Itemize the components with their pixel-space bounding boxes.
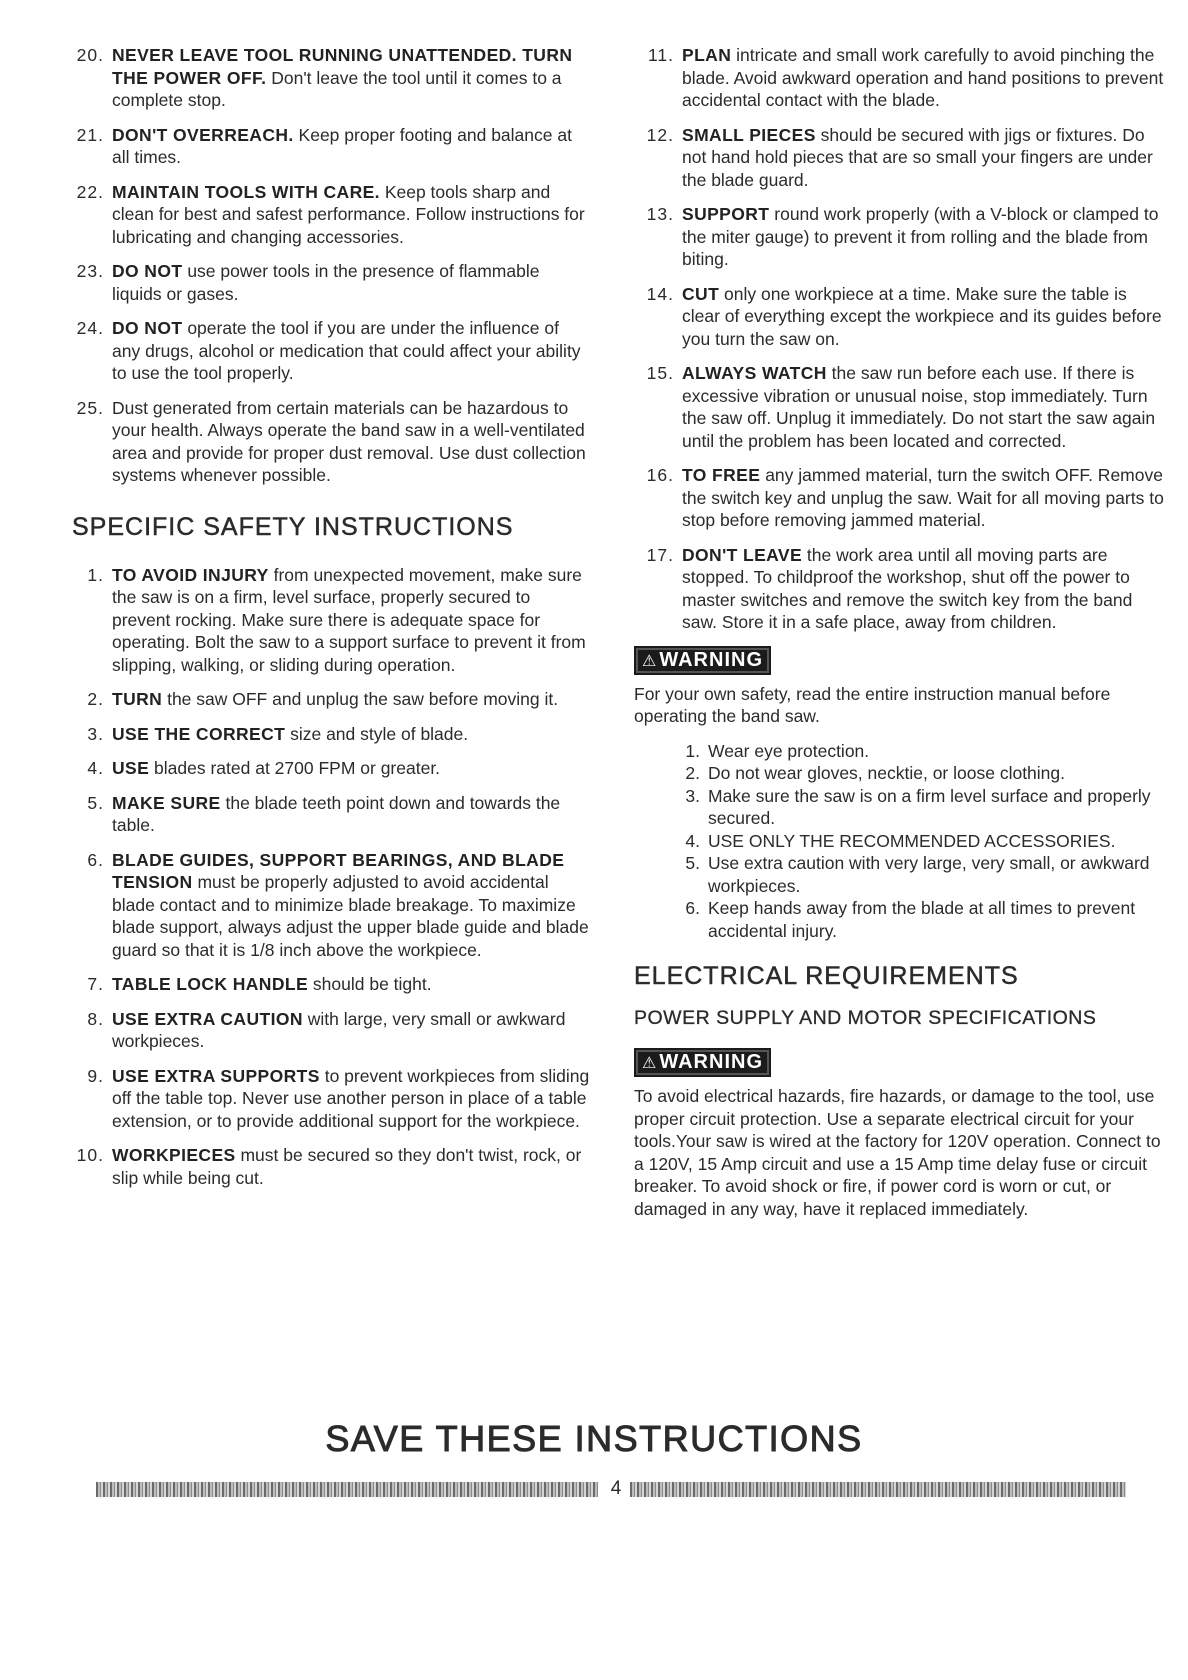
item-lead: SMALL PIECES [682, 124, 816, 145]
warning-list-item [634, 897, 1164, 942]
warning-text: For your own safety, read the entire instruction manual before operating the band saw. [634, 683, 1111, 726]
item-text [112, 973, 592, 996]
item-text [112, 564, 592, 677]
item-body: with large, very small or awkward workpieces. [112, 1008, 566, 1051]
item-body: from unexpected movement, make sure the saw is on a firm, level surface, properly secured to prevent rocking. Make sure there is adequate space for operating. Bolt the saw to a support surface to prevent it from slipping, walking, or sliding during operation. [112, 564, 586, 675]
list-item [634, 44, 1164, 112]
list-item [72, 723, 592, 746]
item-body: any jammed material, turn the switch OFF. Remove the switch key and unplug the saw. Wait for all moving parts to stop before removing jammed material. [682, 465, 1164, 530]
general-safety-list [72, 44, 592, 487]
item-text [682, 124, 1164, 192]
item-text [112, 757, 592, 780]
item-number: 20. [76, 45, 104, 65]
left-column [72, 44, 592, 1201]
item-lead: CUT [682, 283, 720, 304]
item-body: blades rated at 2700 FPM or greater. [149, 758, 441, 778]
warning-item-text: Make sure the saw is on a firm level surface and properly secured. [708, 785, 1151, 828]
list-item [634, 203, 1164, 271]
item-number: 17. [646, 544, 674, 565]
item-lead: SUPPORT [682, 204, 770, 224]
item-lead: BLADE GUIDES, SUPPORT BEARINGS, AND BLADE TENSION [112, 849, 565, 892]
item-number: 1. [87, 564, 104, 585]
warning-list-item [634, 740, 1164, 763]
item-body: size and style of blade. [285, 723, 469, 744]
item-lead: TO AVOID INJURY [112, 564, 269, 585]
electrical-requirements-heading: ELECTRICAL REQUIREMENTS [634, 962, 1019, 990]
list-item [72, 688, 592, 711]
specific-safety-list-continued [634, 44, 1164, 634]
item-lead: MAKE SURE [112, 792, 221, 813]
item-body: must be properly adjusted to avoid accidental blade contact and to minimize blade breakage. To maximize blade support, always adjust the upper blade guide and blade guard so that it is 1/8 inch above the workpiece. [112, 872, 589, 960]
item-body: Dust generated from certain materials can be hazardous to your health. Always operate the band saw in a well-ventilated area and provide for proper dust removal. Use dust collection systems whenever possible. [112, 397, 586, 485]
item-body: Keep tools sharp and clean for best and safest performance. Follow instructions for lubricating and changing accessories. [112, 181, 585, 247]
item-text [682, 44, 1164, 112]
warning-item-number: 1. [685, 740, 700, 761]
electrical-warning-text: To avoid electrical hazards, fire hazards, or damage to the tool, use proper circuit protection. Use a separate electrical circuit for your tools.Your saw is wired at the factory for 120V operation. Connect to a 120V, 15 Amp circuit and use a 15 Amp time delay fuse or circuit breaker. To avoid shock or fire, if power cord is worn or cut, or damaged in any way, have it replaced immediately. [634, 1086, 1161, 1219]
item-number: 7. [87, 974, 104, 994]
item-body: only one workpiece at a time. Make sure the table is clear of everything except the workpiece and its guides before you turn the saw on. [682, 283, 1162, 349]
list-item [634, 362, 1164, 452]
item-lead: PLAN [682, 45, 732, 65]
list-item [72, 124, 592, 169]
warning-item-text: Use extra caution with very large, very small, or awkward workpieces. [708, 853, 1150, 896]
item-lead: DO NOT [112, 261, 183, 281]
item-body: round work properly (with a V-block or clamped to the miter gauge) to prevent it from rolling and the blade from biting. [682, 204, 1159, 269]
warning-item-number: 5. [685, 853, 700, 873]
warning-list [634, 740, 1164, 943]
item-body: the saw run before each use. If there is excessive vibration or unusual noise, stop immediately. Turn the saw off. Unplug it immediately. Do not start the saw again until the problem has been located and corrected. [682, 363, 1156, 451]
list-item [72, 1008, 592, 1053]
item-lead: TO FREE [682, 465, 761, 485]
item-body: use power tools in the presence of flammable liquids or gases. [112, 261, 540, 304]
power-supply-heading: POWER SUPPLY AND MOTOR SPECIFICATIONS [634, 1007, 1097, 1029]
warning-item-number: 2. [685, 763, 700, 783]
specific-safety-heading: SPECIFIC SAFETY INSTRUCTIONS [72, 512, 514, 541]
item-number: 5. [87, 792, 104, 813]
list-item [72, 1065, 592, 1133]
item-number: 10. [76, 1145, 104, 1165]
warning-item-text: USE ONLY THE RECOMMENDED ACCESSORIES. [708, 830, 1116, 851]
save-instructions-title: SAVE THESE INSTRUCTIONS [325, 1418, 863, 1459]
list-item [634, 544, 1164, 634]
item-body: Don't leave the tool until it comes to a complete stop. [112, 67, 562, 110]
warning-list-item [634, 785, 1164, 830]
item-number: 21. [76, 124, 104, 145]
item-number: 15. [646, 363, 674, 383]
list-item [634, 283, 1164, 351]
item-lead: WORKPIECES [112, 1145, 236, 1165]
item-body: the saw OFF and unplug the saw before moving it. [162, 689, 559, 709]
item-text [682, 544, 1164, 634]
warning-item-text: Do not wear gloves, necktie, or loose clothing. [708, 763, 1065, 783]
item-number: 23. [76, 261, 104, 281]
warning-triangle-icon: ⚠ [642, 652, 658, 670]
list-item [72, 757, 592, 780]
list-item [72, 317, 592, 385]
item-body: operate the tool if you are under the influence of any drugs, alcohol or medication that could affect your ability to use the tool properly. [112, 318, 581, 383]
list-item [72, 564, 592, 677]
item-number: 6. [87, 849, 104, 870]
item-text [112, 1144, 592, 1189]
item-lead: DON'T OVERREACH. [112, 124, 294, 145]
item-text [682, 283, 1164, 351]
warning-box-general [634, 646, 1164, 943]
item-number: 13. [646, 204, 674, 224]
warning-item-number: 6. [685, 898, 700, 918]
item-lead: TABLE LOCK HANDLE [112, 974, 309, 994]
item-number: 3. [87, 723, 104, 744]
list-item [634, 464, 1164, 532]
item-number: 9. [87, 1065, 104, 1086]
item-number: 24. [76, 318, 104, 338]
item-lead: NEVER LEAVE TOOL RUNNING UNATTENDED. TURN THE POWER OFF. [112, 45, 573, 88]
item-text [112, 181, 592, 249]
item-lead: ALWAYS WATCH [682, 363, 827, 383]
list-item [72, 1144, 592, 1189]
footer-bar-right [630, 1482, 1126, 1497]
item-lead: USE EXTRA CAUTION [112, 1008, 303, 1029]
item-text [112, 723, 592, 746]
item-text [112, 124, 592, 169]
item-number: 4. [87, 758, 104, 778]
item-text [682, 362, 1164, 452]
item-number: 16. [646, 465, 674, 485]
item-text [112, 397, 592, 487]
item-number: 12. [646, 124, 674, 145]
item-number: 22. [76, 181, 104, 202]
warning-list-item [634, 830, 1164, 853]
list-item [72, 397, 592, 487]
item-body: Keep proper footing and balance at all times. [112, 124, 572, 167]
footer-bar-left [96, 1482, 598, 1497]
list-item [72, 849, 592, 962]
warning-badge: ⚠ WARNING [634, 646, 771, 675]
item-body: should be tight. [308, 974, 432, 994]
item-text [112, 44, 592, 112]
item-lead: MAINTAIN TOOLS WITH CARE. [112, 181, 380, 202]
item-lead: DON'T LEAVE [682, 544, 803, 565]
item-text [112, 1008, 592, 1053]
item-body: to prevent workpieces from sliding off the table top. Never use another person in place of a table extension, or to provide additional support for the workpiece. [112, 1065, 590, 1131]
page-footer [96, 1478, 1126, 1502]
item-number: 25. [76, 397, 104, 418]
item-number: 14. [646, 283, 674, 304]
warning-badge: ⚠ WARNING [634, 1048, 771, 1077]
list-item [72, 792, 592, 837]
item-lead: USE EXTRA SUPPORTS [112, 1065, 320, 1086]
item-number: 2. [87, 689, 104, 709]
item-lead: DO NOT [112, 318, 183, 338]
item-text [682, 464, 1164, 532]
item-text [112, 688, 592, 711]
item-number: 11. [647, 45, 674, 65]
warning-item-text: Wear eye protection. [708, 740, 870, 761]
item-text [112, 260, 592, 305]
item-text [682, 203, 1164, 271]
item-body: should be secured with jigs or fixtures. Do not hand hold pieces that are so small your fingers are under the blade guard. [682, 124, 1153, 190]
item-body: intricate and small work carefully to avoid pinching the blade. Avoid awkward operation and hand positions to prevent accidental contact with the blade. [682, 45, 1164, 110]
right-column [634, 44, 1164, 1232]
item-body: the blade teeth point down and towards the table. [112, 792, 561, 835]
warning-item-text: Keep hands away from the blade at all times to prevent accidental injury. [708, 898, 1136, 941]
list-item [72, 181, 592, 249]
item-lead: USE THE CORRECT [112, 723, 286, 744]
list-item [72, 44, 592, 112]
item-number: 8. [87, 1008, 104, 1029]
warning-item-number: 4. [685, 830, 700, 851]
warning-item-number: 3. [685, 785, 700, 806]
item-body: the work area until all moving parts are stopped. To childproof the workshop, shut off the power to master switches and remove the switch key from the band saw. Store it in a safe place, away from children. [682, 544, 1133, 632]
warning-list-item [634, 852, 1164, 897]
item-lead: TURN [112, 689, 163, 709]
item-lead: USE [112, 758, 150, 778]
list-item [72, 973, 592, 996]
item-text [112, 849, 592, 962]
list-item [634, 124, 1164, 192]
warning-box-electrical [634, 1048, 1164, 1220]
item-text [112, 792, 592, 837]
specific-safety-list [72, 564, 592, 1190]
warning-list-item [634, 762, 1164, 785]
page-number: 4 [610, 1478, 622, 1499]
item-text [112, 317, 592, 385]
item-text [112, 1065, 592, 1133]
item-body: must be secured so they don't twist, rock, or slip while being cut. [112, 1145, 582, 1188]
warning-triangle-icon: ⚠ [642, 1055, 658, 1072]
list-item [72, 260, 592, 305]
